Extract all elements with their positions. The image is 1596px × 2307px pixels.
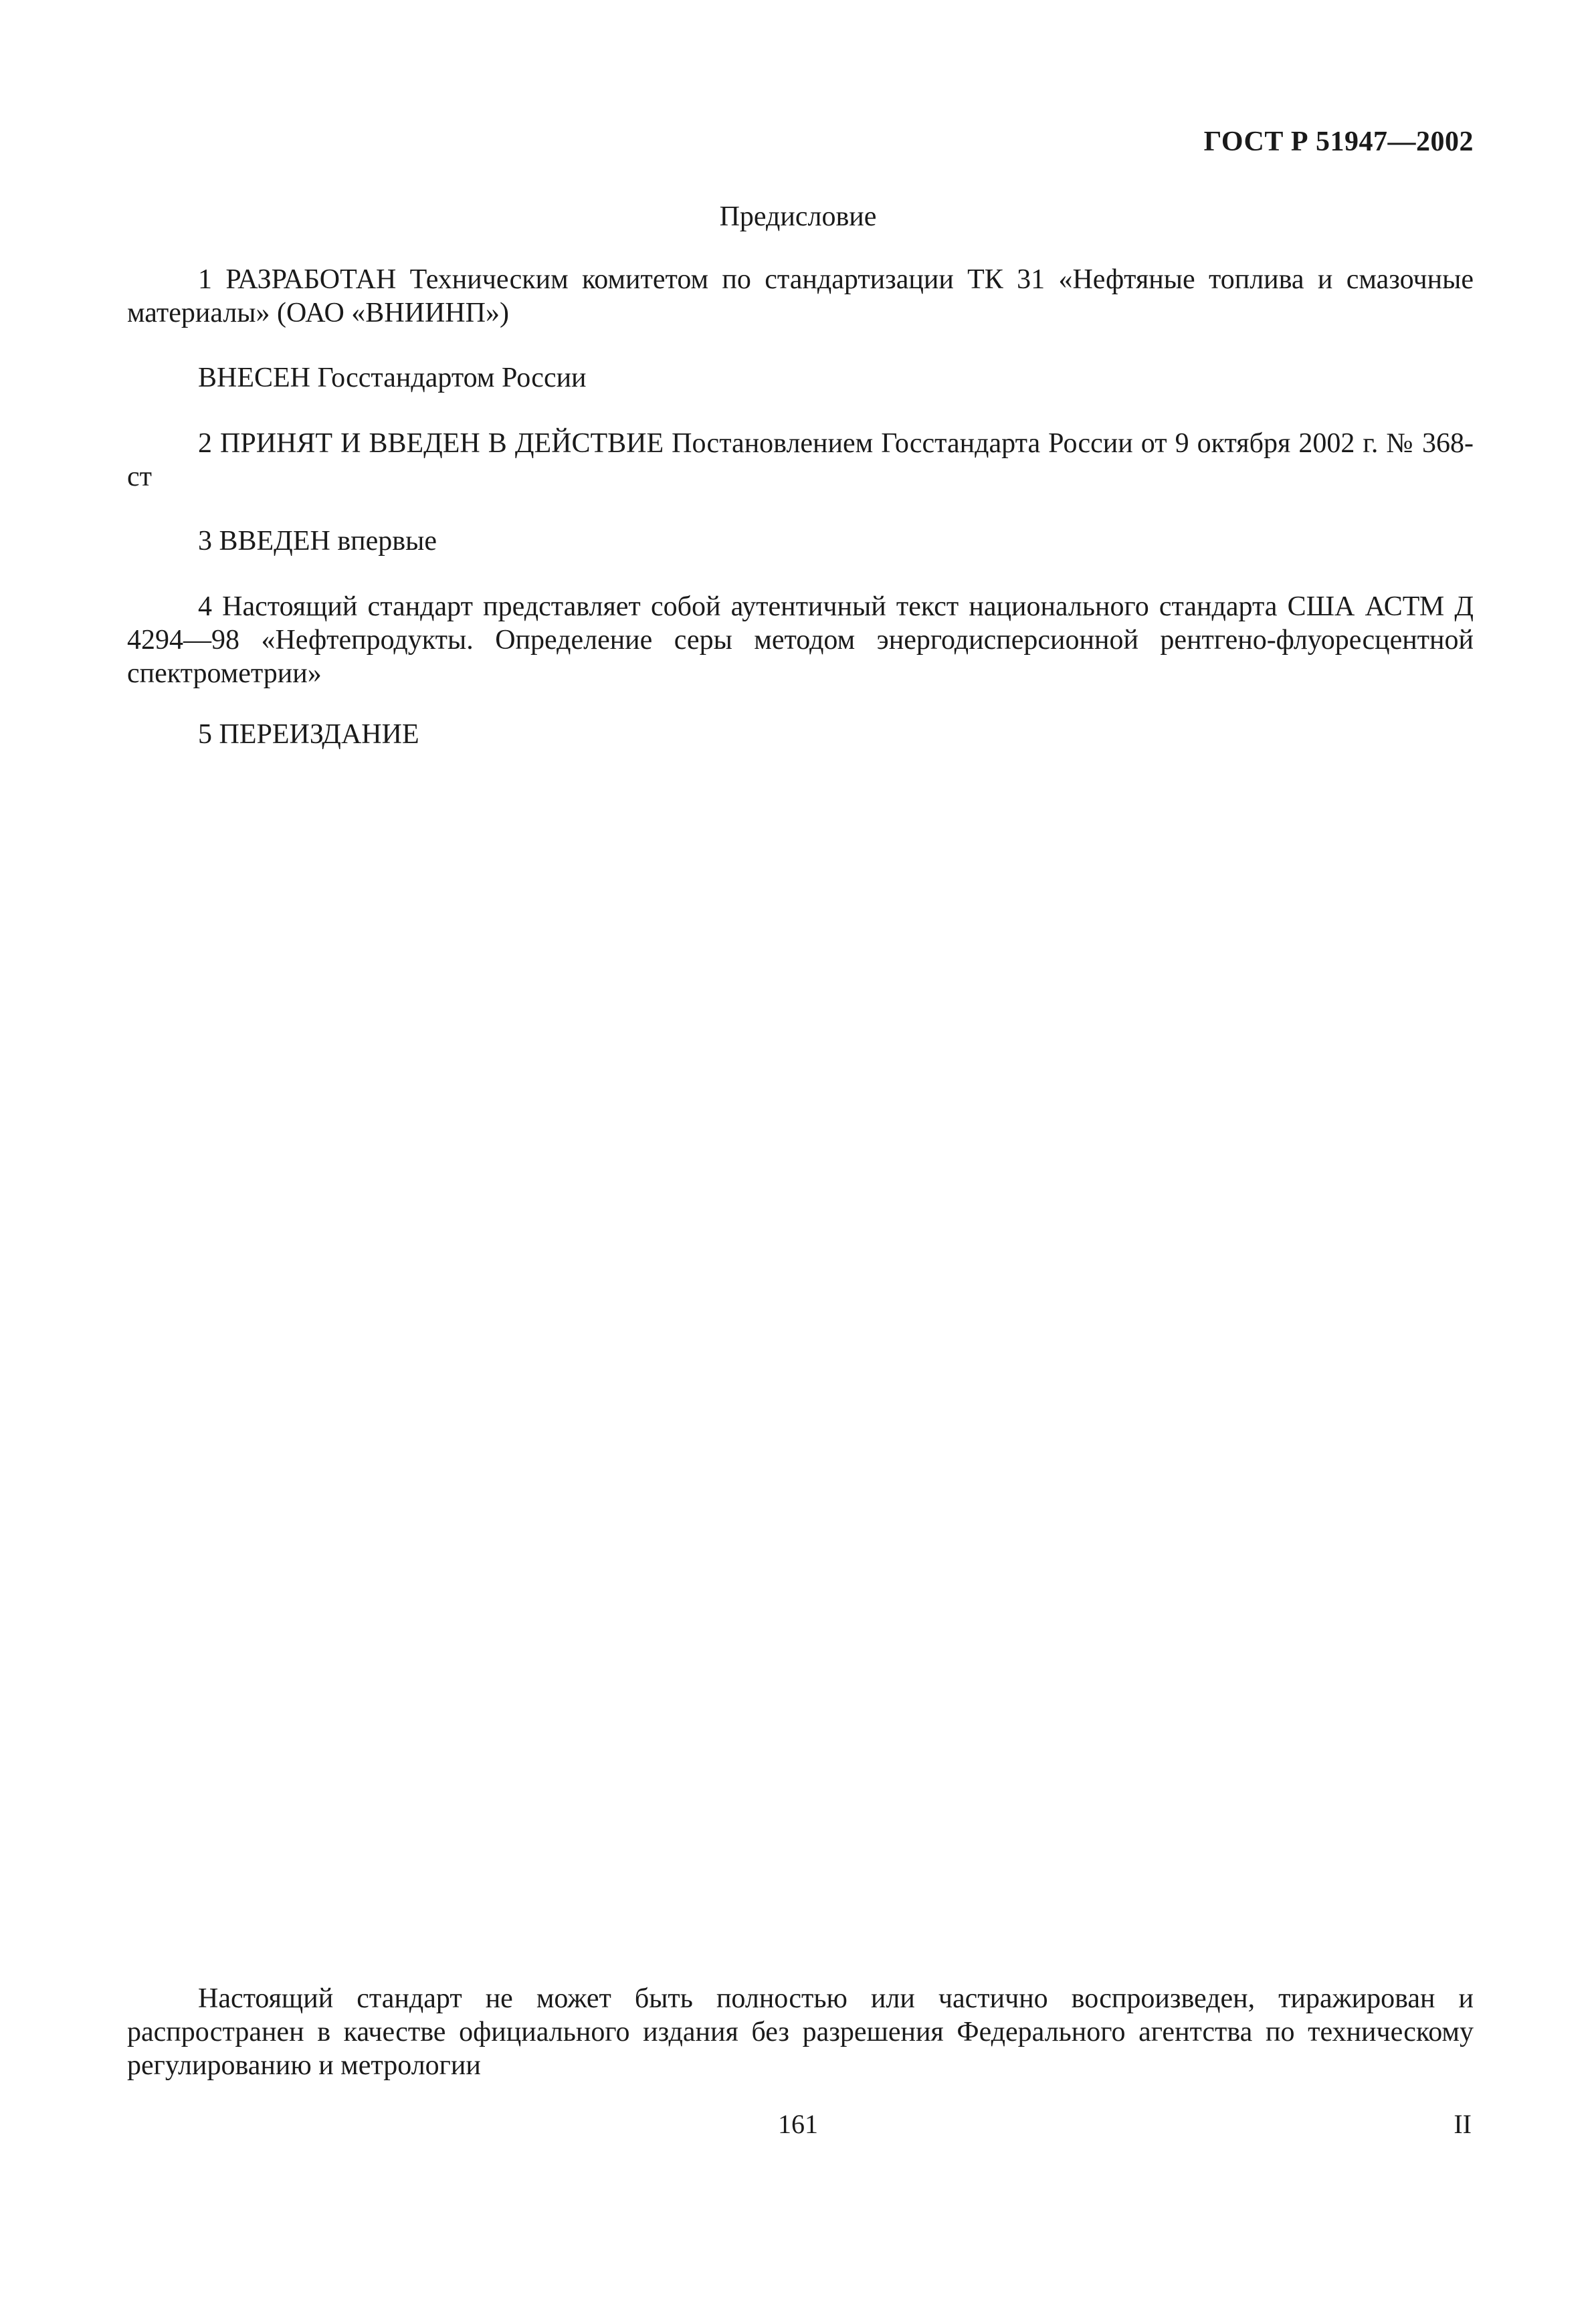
paragraph-text: 5 ПЕРЕИЗДАНИЕ	[198, 719, 419, 750]
paragraph-reissue	[127, 718, 1474, 751]
paragraph-text: 1 РАЗРАБОТАН Техническим комитетом по стандартизации ТК 31 «Нефтяные топлива и смазочные материалы» (ОАО «ВНИИНП»)	[127, 264, 1474, 328]
paragraph-introduced-first	[127, 524, 1474, 558]
paragraph-text: ВНЕСЕН Госстандартом России	[198, 363, 587, 393]
paragraph-developed	[127, 263, 1474, 330]
copyright-text: Настоящий стандарт не может быть полностью или частично воспроизведен, тиражирован и распространен в качестве официального издания без разрешения Федерального агентства по техническому регулированию и метрологии	[127, 1983, 1474, 2081]
paragraph-text: 2 ПРИНЯТ И ВВЕДЕН В ДЕЙСТВИЕ Постановлением Госстандарта России от 9 октября 2002 г. № 368-ст	[127, 428, 1474, 492]
copyright-notice	[127, 1982, 1474, 2082]
page-number: 161	[778, 2109, 818, 2139]
paragraph-text: 4 Настоящий стандарт представляет собой аутентичный текст национального стандарта США АСТМ Д 4294—98 «Нефтепродукты. Определение серы методом энергодисперсионной рентгено-флуоресцентной спектрометрии»	[127, 591, 1474, 689]
paragraph-authentic-text	[127, 590, 1474, 690]
paragraph-introduced-by	[127, 361, 1474, 395]
page-title: Предисловие	[719, 201, 877, 232]
document-code: ГОСТ Р 51947—2002	[1203, 126, 1474, 157]
paragraph-adopted	[127, 427, 1474, 494]
section-number: II	[1454, 2109, 1472, 2139]
paragraph-text: 3 ВВЕДЕН впервые	[198, 526, 437, 557]
